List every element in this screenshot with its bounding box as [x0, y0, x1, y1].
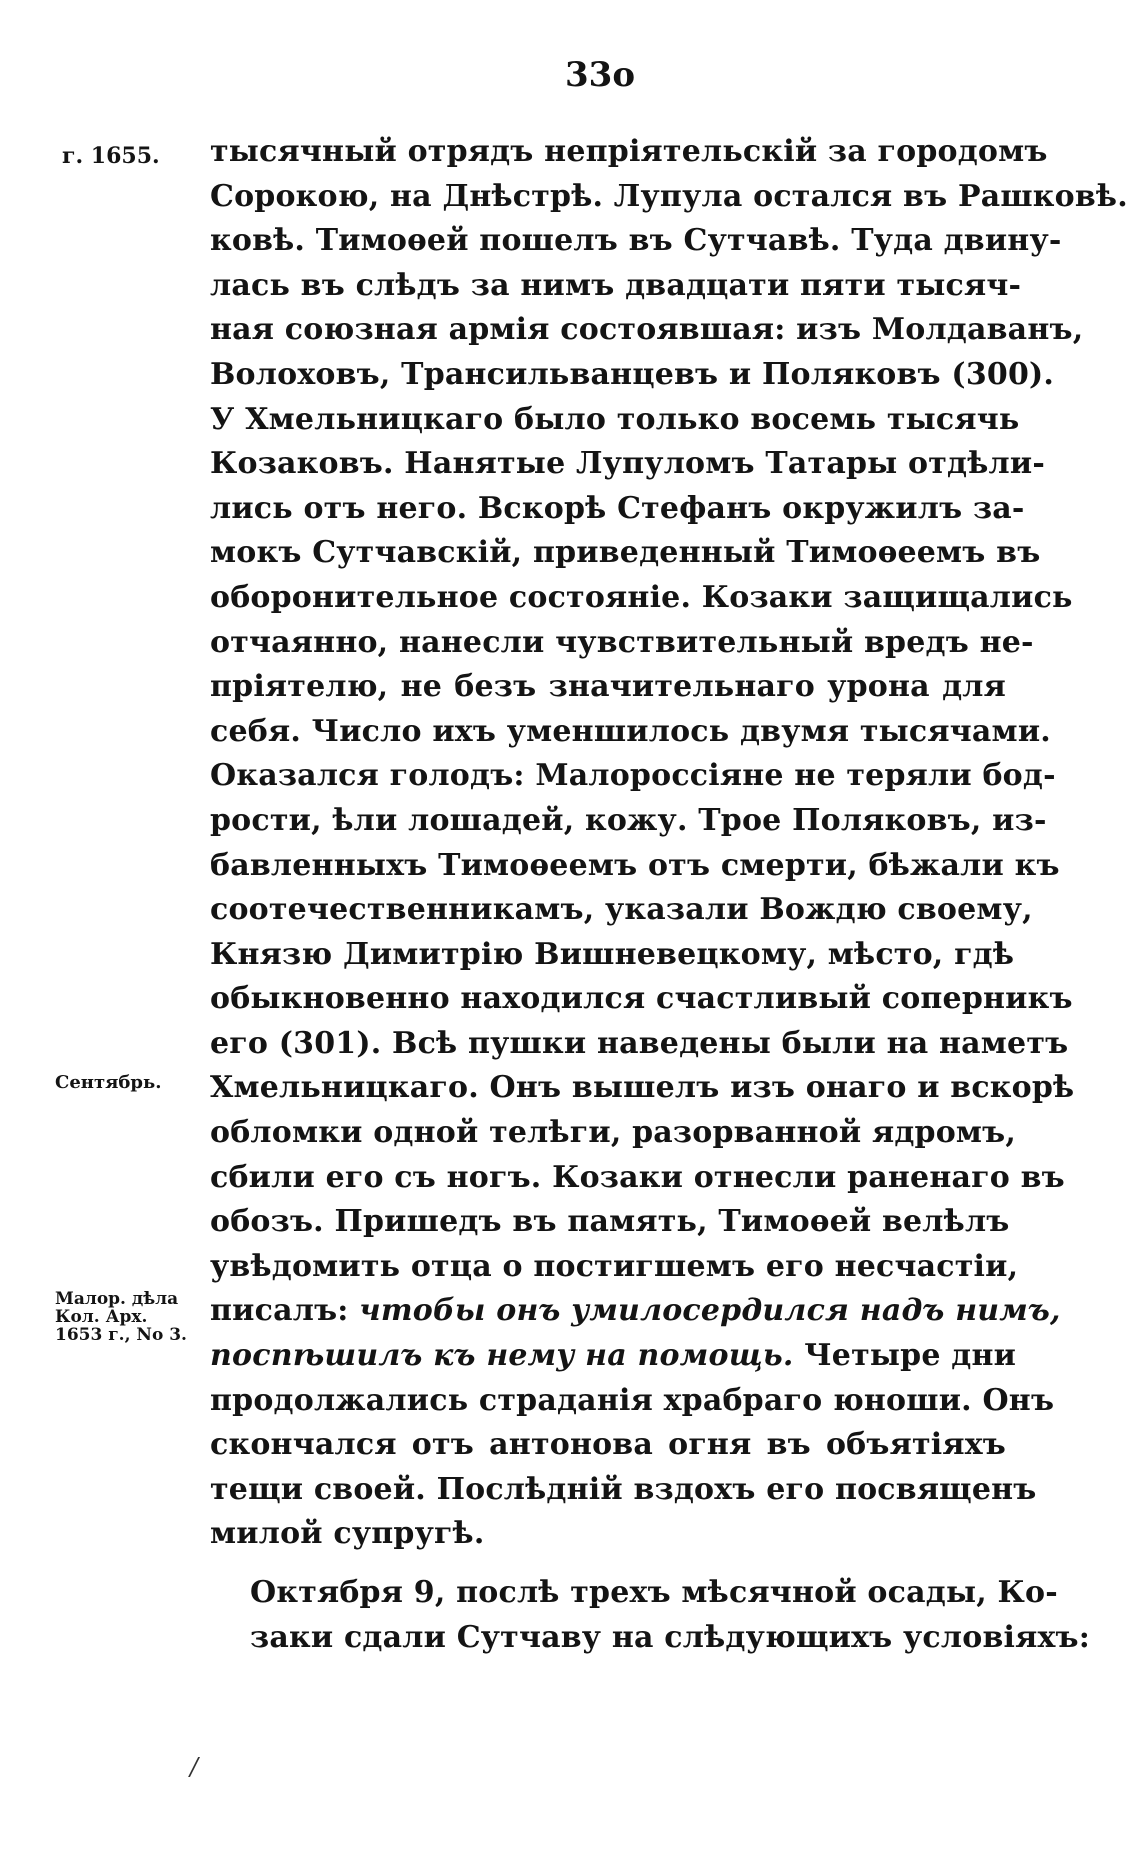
text-line: милой супругѣ.	[210, 1516, 485, 1552]
text-line-with-italic	[210, 1334, 1017, 1379]
text-line: лись отъ него. Вскорѣ Стефанъ окружилъ за-	[210, 490, 1025, 526]
text-line: продолжались страданія храбраго юноши. Онъ	[210, 1382, 1055, 1418]
text-line: мокъ Сутчавскій, приведенный Тимоѳеемъ въ	[210, 535, 1041, 571]
text-line: ковѣ. Тимоѳей пошелъ въ Сутчавѣ. Туда двину-	[210, 223, 1062, 259]
text-line: тещи своей. Послѣдній вздохъ его посвященъ	[210, 1471, 1037, 1507]
page-number: 33o	[565, 55, 635, 95]
text-segment: писалъ:	[210, 1293, 349, 1329]
source-line: Кол. Арх.	[55, 1307, 148, 1327]
margin-note-source	[55, 1290, 187, 1344]
text-line: рости, ѣли лошадей, кожу. Трое Поляковъ, из-	[210, 802, 1047, 838]
text-line: Князю Димитрію Вишневецкому, мѣсто, гдѣ	[210, 936, 1015, 972]
body-text	[210, 130, 1128, 1660]
text-line: себя. Число ихъ уменшилось двумя тысячами.	[210, 713, 1051, 749]
text-line: обломки одной телѣги, разорванной ядромъ,	[210, 1115, 1017, 1151]
text-line: У Хмельницкаго было только восемь тысячь	[210, 401, 1020, 437]
text-line: заки сдали Сутчаву на слѣдующихъ условіяхъ:	[250, 1619, 1091, 1655]
text-segment: Четыре дни	[804, 1338, 1017, 1374]
text-line: пріятелю, не безъ значительнаго урона для	[210, 669, 1006, 705]
text-line: Сорокою, на Днѣстрѣ. Лупула остался въ Рашковѣ.	[210, 178, 1128, 214]
italic-segment: поспѣшилъ къ нему на помощь.	[210, 1338, 794, 1374]
text-line: обыкновенно находился счастливый соперникъ	[210, 981, 1073, 1017]
text-line: Козаковъ. Нанятые Лупуломъ Татары отдѣли-	[210, 446, 1046, 482]
text-line: Хмельницкаго. Онъ вышелъ изъ онаго и вскорѣ	[210, 1070, 1075, 1106]
text-line: увѣдомить отца о постигшемъ его несчастіи,	[210, 1248, 1019, 1284]
text-line: ная союзная армія состоявшая: изъ Молдаванъ,	[210, 312, 1084, 348]
text-line: его (301). Всѣ пушки наведены были на наметъ	[210, 1025, 1069, 1061]
text-line: соотечественникамъ, указали Вождю своему,	[210, 892, 1033, 928]
italic-segment: чтобы онъ умилосердился надъ нимъ,	[359, 1293, 1061, 1329]
text-line: тысячный отрядъ непріятельскій за городомъ	[210, 134, 1048, 169]
text-line: Оказался голодъ: Малороссіяне не теряли бод-	[210, 758, 1056, 794]
source-line: 1653 г., No 3.	[55, 1325, 187, 1345]
margin-note-month: Сентябрь.	[55, 1072, 162, 1093]
text-line: Октября 9, послѣ трехъ мѣсячной осады, Ко-	[250, 1575, 1058, 1610]
margin-note-year: г. 1655.	[62, 143, 160, 169]
text-line: обозъ. Пришедъ въ память, Тимоѳей велѣлъ	[210, 1204, 1010, 1240]
text-line-with-italic	[210, 1289, 1061, 1334]
stray-ink-mark: /	[190, 1753, 199, 1781]
text-line: отчаянно, нанесли чувствительный вредъ не-	[210, 624, 1034, 660]
text-line: Волоховъ, Трансильванцевъ и Поляковъ (300).	[210, 356, 1055, 392]
text-line: оборонительное состояніе. Козаки защищались	[210, 579, 1073, 615]
text-line: сбили его съ ногъ. Козаки отнесли раненаго въ	[210, 1159, 1065, 1195]
text-line: скончался отъ антонова огня въ объятіяхъ	[210, 1427, 1006, 1463]
text-line: бавленныхъ Тимоѳеемъ отъ смерти, бѣжали къ	[210, 847, 1060, 883]
source-line: Малор. дѣла	[55, 1289, 179, 1309]
text-line: лась въ слѣдъ за нимъ двадцати пяти тысяч-	[210, 267, 1022, 303]
